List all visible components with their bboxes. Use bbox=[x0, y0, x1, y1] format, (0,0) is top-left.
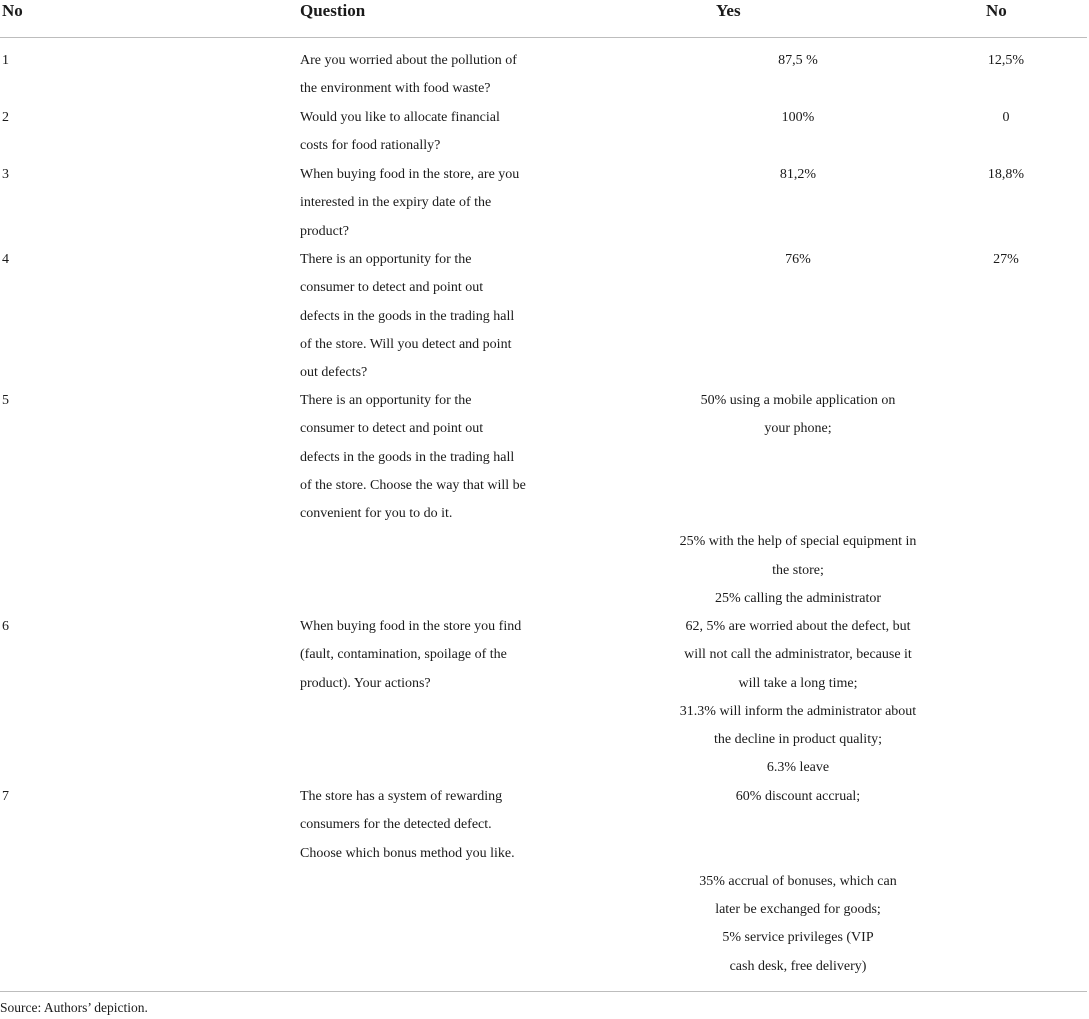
row-yes-value: 60% discount accrual; 35% accrual of bonuses, which can later be exchanged for goods; 5% service privileges (VIP cash desk, free delivery) bbox=[699, 789, 897, 974]
source-note: Source: Authors’ depiction. bbox=[0, 1000, 148, 1015]
row-number: 5 bbox=[2, 393, 9, 408]
header-no: No bbox=[2, 1, 23, 20]
row-question: When buying food in the store, are you interested in the expiry date of the product? bbox=[300, 167, 520, 239]
row-yes-value: 87,5 % bbox=[778, 53, 818, 68]
row-question: There is an opportunity for the consumer to detect and point out defects in the goods in the trading hall of the store. Will you detect and point out defects? bbox=[300, 252, 515, 381]
row-no-value: 27% bbox=[993, 252, 1019, 267]
row-question: The store has a system of rewarding consumers for the detected defect. Choose which bonus method you like. bbox=[300, 789, 515, 861]
row-question: Are you worried about the pollution of the environment with food waste? bbox=[300, 53, 517, 97]
header-divider bbox=[0, 37, 1087, 38]
header-question: Question bbox=[300, 1, 366, 20]
row-yes-value: 100% bbox=[781, 110, 815, 125]
row-number: 3 bbox=[2, 167, 9, 182]
row-number: 6 bbox=[2, 619, 9, 634]
row-yes-value: 81,2% bbox=[779, 167, 817, 182]
row-number: 7 bbox=[2, 789, 9, 804]
row-number: 2 bbox=[2, 110, 9, 125]
header-no-answer: No bbox=[986, 1, 1007, 20]
row-no-value: 18,8% bbox=[987, 167, 1025, 182]
row-question: There is an opportunity for the consumer to detect and point out defects in the goods in the trading hall of the store. Choose the way that will be convenient for you to do it. bbox=[300, 393, 526, 522]
row-yes-value: 50% using a mobile application on your phone; 25% with the help of special equipment in the store; 25% calling the administrator bbox=[679, 393, 917, 607]
row-yes-value: 76% bbox=[785, 252, 811, 267]
row-question: Would you like to allocate financial costs for food rationally? bbox=[300, 110, 500, 154]
table-bottom-divider bbox=[0, 991, 1087, 992]
row-no-value: 0 bbox=[1002, 110, 1010, 125]
header-yes: Yes bbox=[716, 1, 741, 20]
row-yes-value: 62, 5% are worried about the defect, but will not call the administrator, because it will take a long time; 31.3% will inform the administrator about the decline in product quality; 6.3% leave bbox=[679, 619, 917, 776]
row-question: When buying food in the store you find (fault, contamination, spoilage of the product). Your actions? bbox=[300, 619, 522, 691]
row-no-value: 12,5% bbox=[987, 53, 1025, 68]
row-number: 4 bbox=[2, 252, 9, 267]
row-number: 1 bbox=[2, 53, 9, 68]
